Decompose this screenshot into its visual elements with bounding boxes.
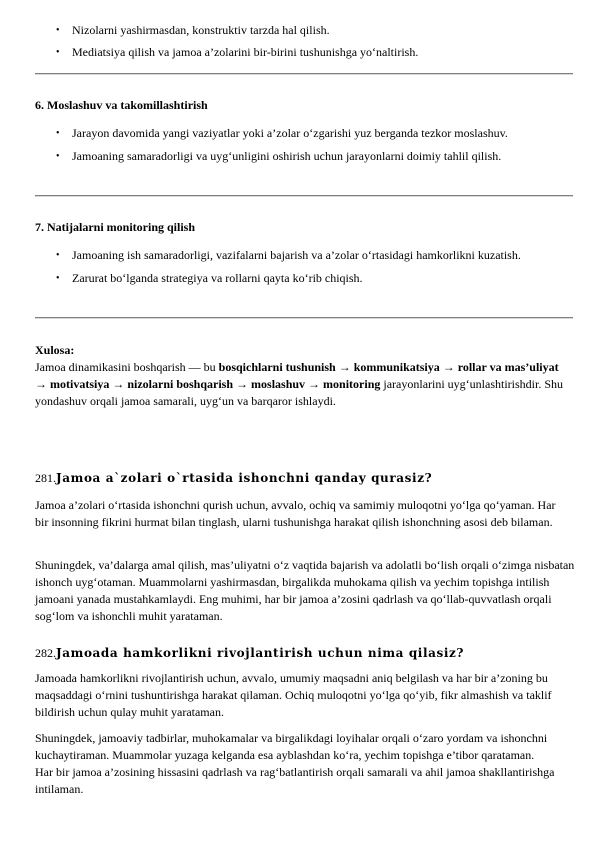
list-item: [0, 247, 595, 264]
question-281-answer-2: Shuningdek, va’dalarga amal qilish, mas’uliyatni o‘z vaqtida bajarish va adolatli bo‘lish orqali o‘zimga nisbatan ishonch uyg‘otaman. Muammolarni yashirmasdan, birgalikda muhokama qilish va yechim topishga intilish jamoani yanada mustahkamlaydi. Eng muhimi, har bir jamoa a’zosini qadrlash va qo‘llab-quvvatlash orqali sog‘lom va ishonchli muhit yarataman.: [35, 558, 575, 623]
list-item: [0, 270, 595, 287]
question-281-answer-1: Jamoa a’zolari o‘rtasida ishonchni qurish uchun, avvalo, ochiq va samimiy muloqotni yo‘lga qo‘yaman. Har bir insonning fikrini hurmat bilan tinglash, ularni tushunishga harakat qilish ishonchning asosi deb bilaman.: [35, 498, 556, 529]
summary-outro: jarayonlarini uyg‘unlashtirishdir. Shu yondashuv orqali jamoa samarali, uyg‘un va barqaror ishlaydi.: [35, 377, 564, 408]
section7-list: [0, 247, 595, 287]
bullet-icon: •: [56, 151, 60, 162]
section7-title: 7. Natijalarni monitoring qilish: [35, 220, 196, 234]
list-item: [0, 125, 595, 142]
summary-block: [35, 342, 575, 410]
list-item-text: Jamoaning samaradorligi va uyg‘unligini oshirish uchun jarayonlarni doimiy tahlil qilish.: [72, 149, 502, 163]
bullet-icon: •: [56, 273, 60, 284]
question-title: Jamoa a`zolari o`rtasida ishonchni qanday qurasiz?: [56, 471, 433, 485]
question-title: Jamoada hamkorlikni rivojlantirish uchun nima qilasiz?: [56, 646, 465, 660]
question-282-heading: [35, 645, 464, 662]
section6-title: 6. Moslashuv va takomillashtirish: [35, 98, 208, 112]
section6-list: [0, 125, 595, 165]
divider: [35, 195, 573, 197]
bullet-icon: •: [56, 47, 60, 58]
list-item-text: Jarayon davomida yangi vaziyatlar yoki a’zolar o‘zgarishi yuz berganda tezkor moslashuv.: [72, 126, 508, 140]
list-item-text: Nizolarni yashirmasdan, konstruktiv tarzda hal qilish.: [72, 23, 330, 37]
question-282-answer-1: Jamoada hamkorlikni rivojlantirish uchun, avvalo, umumiy maqsadni aniq belgilash va har bir a’zoning bu maqsaddagi o‘rnini tushuntirishga harakat qilaman. Ochiq muloqotni yo‘lga qo‘yib, fikr almashish va taklif bildirish uchun qulay muhit yarataman.: [35, 671, 552, 719]
section5-list: [0, 22, 595, 61]
summary-bold-chain: bosqichlarni tushunish → kommunikatsiya → rollar va mas’uliyat → motivatsiya → nizolarni boshqarish → moslashuv → monitoring: [35, 360, 559, 391]
summary-intro: Jamoa dinamikasini boshqarish — bu: [35, 360, 219, 374]
divider: [35, 317, 573, 319]
list-item: [0, 44, 595, 61]
summary-text: [35, 359, 570, 410]
list-item: [0, 22, 595, 39]
bullet-icon: •: [56, 128, 60, 139]
list-item-text: Mediatsiya qilish va jamoa a’zolarini bir-birini tushunishga yo‘naltirish.: [72, 45, 419, 59]
list-item-text: Jamoaning ish samaradorligi, vazifalarni bajarish va a’zolar o‘rtasidagi hamkorlikni kuzatish.: [72, 248, 521, 262]
summary-title: Xulosa:: [35, 343, 75, 357]
bullet-icon: •: [56, 250, 60, 261]
list-item: [0, 148, 595, 165]
divider: [35, 73, 573, 75]
bullet-icon: •: [56, 25, 60, 36]
question-number: 281.: [35, 471, 56, 485]
list-item-text: Zarurat bo‘lganda strategiya va rollarni qayta ko‘rib chiqish.: [72, 271, 363, 285]
question-281-heading: [35, 470, 432, 487]
question-282-answer-2: Shuningdek, jamoaviy tadbirlar, muhokamalar va birgalikdagi loyihalar orqali o‘zaro yordam va ishonchni kuchaytiraman. Muammolar yuzaga kelganda esa ayblashdan ko‘ra, yechim topishga e’tibor qarataman. Har bir jamoa a’zosining hissasini qadrlash va rag‘batlantirish orqali samarali va ahil jamoa shakllantirishga intilaman.: [35, 731, 555, 796]
question-number: 282.: [35, 646, 56, 660]
